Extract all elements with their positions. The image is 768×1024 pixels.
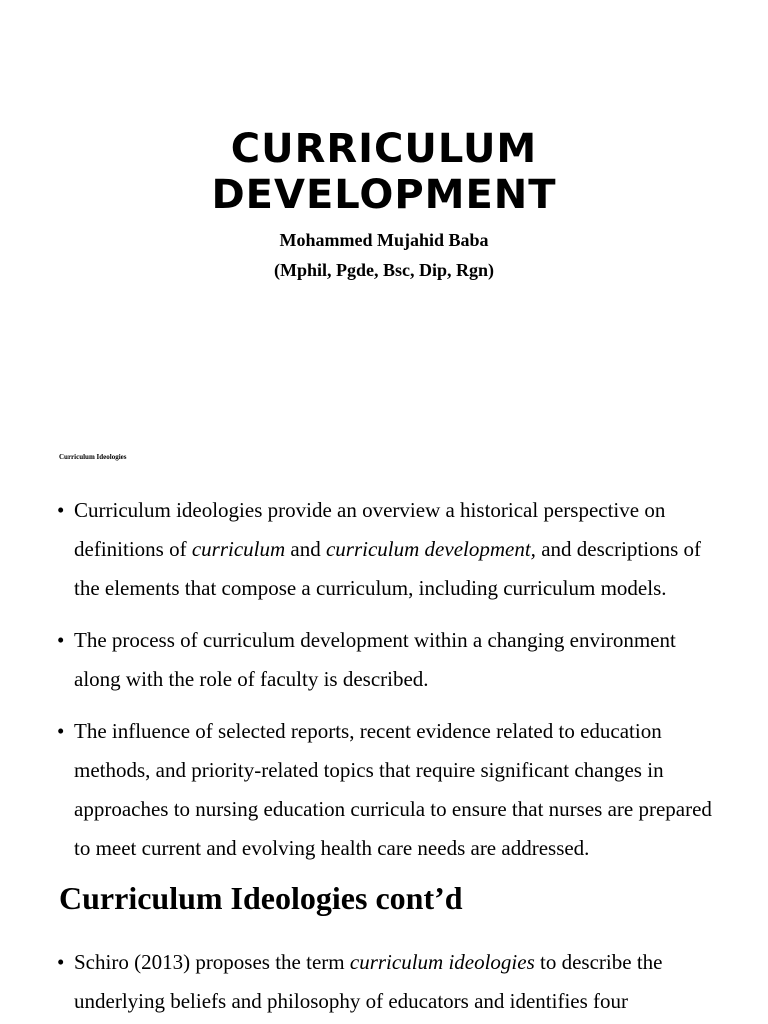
- emphasis-text: curriculum development,: [325, 537, 536, 561]
- emphasis-text: curriculum: [191, 537, 286, 561]
- author-credentials: (Mphil, Pgde, Bsc, Dip, Rgn): [273, 260, 495, 280]
- bullet-text: The process of curriculum development within a changing environment along with the role of faculty is described.: [74, 628, 676, 691]
- bullet-text: Schiro (2013) proposes the term: [74, 950, 350, 974]
- bullet-text: to describe the underlying beliefs and philosophy of educators and identifies four: [74, 950, 663, 1013]
- title-line-2: DEVELOPMENT: [211, 172, 557, 218]
- bullet-icon: •: [57, 950, 65, 974]
- title-line-1: CURRICULUM: [230, 126, 538, 172]
- bullet-list: [57, 943, 727, 1021]
- bullet-text: Curriculum ideologies provide an overview a historical perspective on definitions of: [74, 498, 666, 561]
- section-heading-small: Curriculum Ideologies: [59, 453, 127, 461]
- bullet-list: [57, 491, 727, 868]
- bullet-icon: •: [57, 498, 65, 522]
- bullet-text: and: [285, 537, 326, 561]
- author-name: Mohammed Mujahid Baba: [279, 230, 489, 250]
- bullet-text: and descriptions of the elements that compose a curriculum, including curriculum models.: [74, 537, 701, 600]
- bullet-item: [57, 491, 727, 608]
- bullet-text: The influence of selected reports, recent evidence related to education methods, and priority-related topics that require significant changes in approaches to nursing education curricula to ensure that nurses are prepared to meet current and evolving health care needs are addressed.: [74, 719, 712, 860]
- emphasis-text: curriculum ideologies: [349, 950, 535, 974]
- bullet-icon: •: [57, 628, 65, 652]
- bullet-item: [57, 712, 727, 868]
- bullet-icon: •: [57, 719, 65, 743]
- bullet-item: [57, 943, 727, 1021]
- document-title: [0, 126, 768, 218]
- section-heading: Curriculum Ideologies cont’d: [59, 880, 463, 916]
- bullet-item: [57, 621, 727, 699]
